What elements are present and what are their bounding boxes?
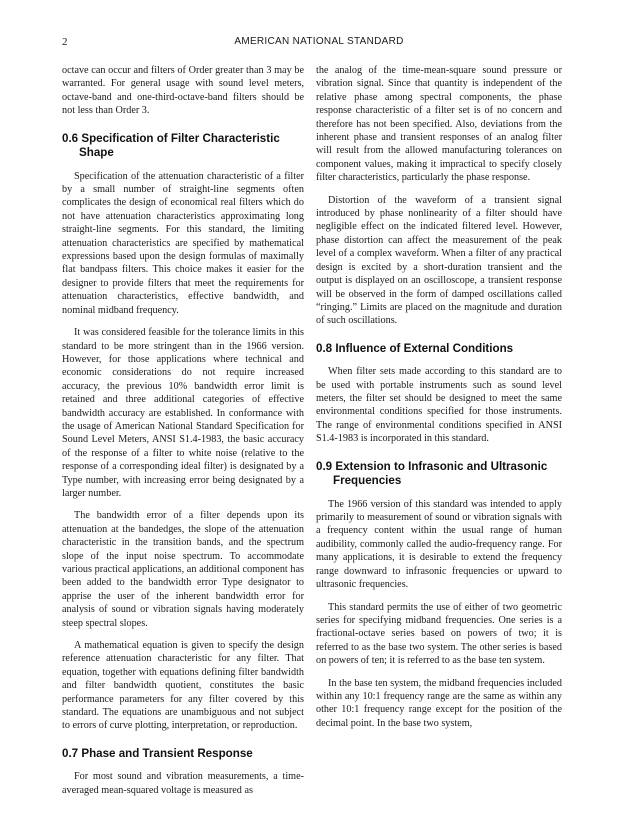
- heading-line: Shape: [79, 146, 114, 160]
- paragraph: In the base ten system, the midband frequencies included within any 10:1 frequency range are the same as within any other 10:1 frequency range except for the position of the decimal point. In the base two system,: [316, 677, 562, 729]
- left-column: [62, 64, 304, 806]
- page-number: 2: [62, 36, 68, 48]
- section-heading-0-8: 0.8 Influence of External Conditions: [316, 341, 514, 355]
- paragraph: the analog of the time-mean-square sound pressure or vibration signal. Since that quantity is independent of the relative phase among spectral components, the phase response characteristic of a filter set is of no concern and therefore has not been specified. Also, deviations from the inherent phase and transient responses of an analog filter will result from the allowed manufacturing tolerances on component values, making it impractical to specify closely filter characteristics, particularly the phase response.: [316, 65, 562, 184]
- paragraph: The bandwidth error of a filter depends upon its attenuation at the bandedges, the slope of the attenuation characteristic in the transition bands, and the spectrum slope of the input noise spectrum. To accommodate various practical applications, an additional component has been added to the bandwidth error Type designator to apprise the user of the inherent bandwidth error for analysis of sound or vibration signals having moderately steep spectral slopes.: [62, 510, 304, 629]
- heading-line: Frequencies: [333, 474, 402, 488]
- right-column: [316, 64, 562, 739]
- paragraph: Distortion of the waveform of a transient signal introduced by phase nonlinearity of a filter should have negligible effect on the indicated filtered level. However, phase distortion can affect the measurement of the peak level of a complex waveform. When a filter of any practical design is excited by a short-duration transient and the output is displayed on an oscilloscope, a transient response will be observed in the form of damped oscillations called “ringing.” Limits are placed on the magnitude and duration of such oscillations.: [316, 194, 562, 327]
- section-heading-0-6: [62, 132, 304, 161]
- heading-line: 0.6 Specification of Filter Characteristic: [62, 131, 280, 145]
- running-title: AMERICAN NATIONAL STANDARD: [234, 36, 404, 47]
- section-heading-0-7: 0.7 Phase and Transient Response: [62, 746, 253, 760]
- paragraph: This standard permits the use of either of two geometric series for specifying midband frequencies. One series is a fractional-octave series based on powers of two; it is referred to as the base two system. The other series is based on powers of ten; it is referred to as the base ten system.: [316, 601, 562, 667]
- paragraph: It was considered feasible for the tolerance limits in this standard to be more stringent than in the 1966 version. However, for those applications where technical and economic considerations do not require increased accuracy, the previous 10% bandwidth error limit is retained and three additional categories of effective bandwidth accuracy are established. In conformance with the usage of American National Standard Specification for Sound Level Meters, ANSI S1.4-1983, the basic accuracy of the response of a filter to white noise (relative to the response of a corresponding ideal filter) is designated by a Type number, with increasing error being designated by a larger number.: [62, 327, 304, 499]
- paragraph: When filter sets made according to this standard are to be used with portable instruments such as sound level meters, the filter set should be designed to meet the same environmental conditions specified for those instruments. The range of environmental conditions specified in ANSI S1.4-1983 is incorporated in this standard.: [316, 366, 562, 445]
- paragraph: A mathematical equation is given to specify the design reference attenuation characteristic for any filter. That equation, together with equations defining filter bandwidth and filter bandwidth quotient, constitutes the basic performance parameters for any filter covered by this standard. The equations are unambiguous and not subject to errors of curve plotting, interpretation, or reproduction.: [62, 640, 304, 732]
- paragraph: The 1966 version of this standard was intended to apply primarily to measurement of sound or vibration signals with a frequency content within the usual range of human audibility, commonly called the audio-frequency range. For many applications, it is desirable to extend the frequency range downward to infrasonic frequencies or upward to ultrasonic frequencies.: [316, 498, 562, 591]
- section-heading-0-9: [316, 460, 562, 489]
- paragraph: octave can occur and filters of Order greater than 3 may be warranted. For general usage with sound level meters, octave-band and one-third-octave-band filters should be not less than Order 3.: [62, 65, 304, 117]
- heading-line: 0.9 Extension to Infrasonic and Ultrasonic: [316, 459, 548, 473]
- paragraph: For most sound and vibration measurements, a time-averaged mean-squared voltage is measured as: [62, 771, 304, 796]
- paragraph: Specification of the attenuation characteristic of a filter by a small number of straight-line segments often complicates the design of economical real filters which do not have attenuation characteristics approximating long straight-line segments. For this standard, the limiting attenuation characteristics are specified by mathematical expressions based upon the design formulas of maximally flat bandpass filters. This choice makes it easier for the designer to provide filters that meet the requirements for attenuation characteristics, effective bandwidth, and nominal midband frequency.: [62, 170, 304, 316]
